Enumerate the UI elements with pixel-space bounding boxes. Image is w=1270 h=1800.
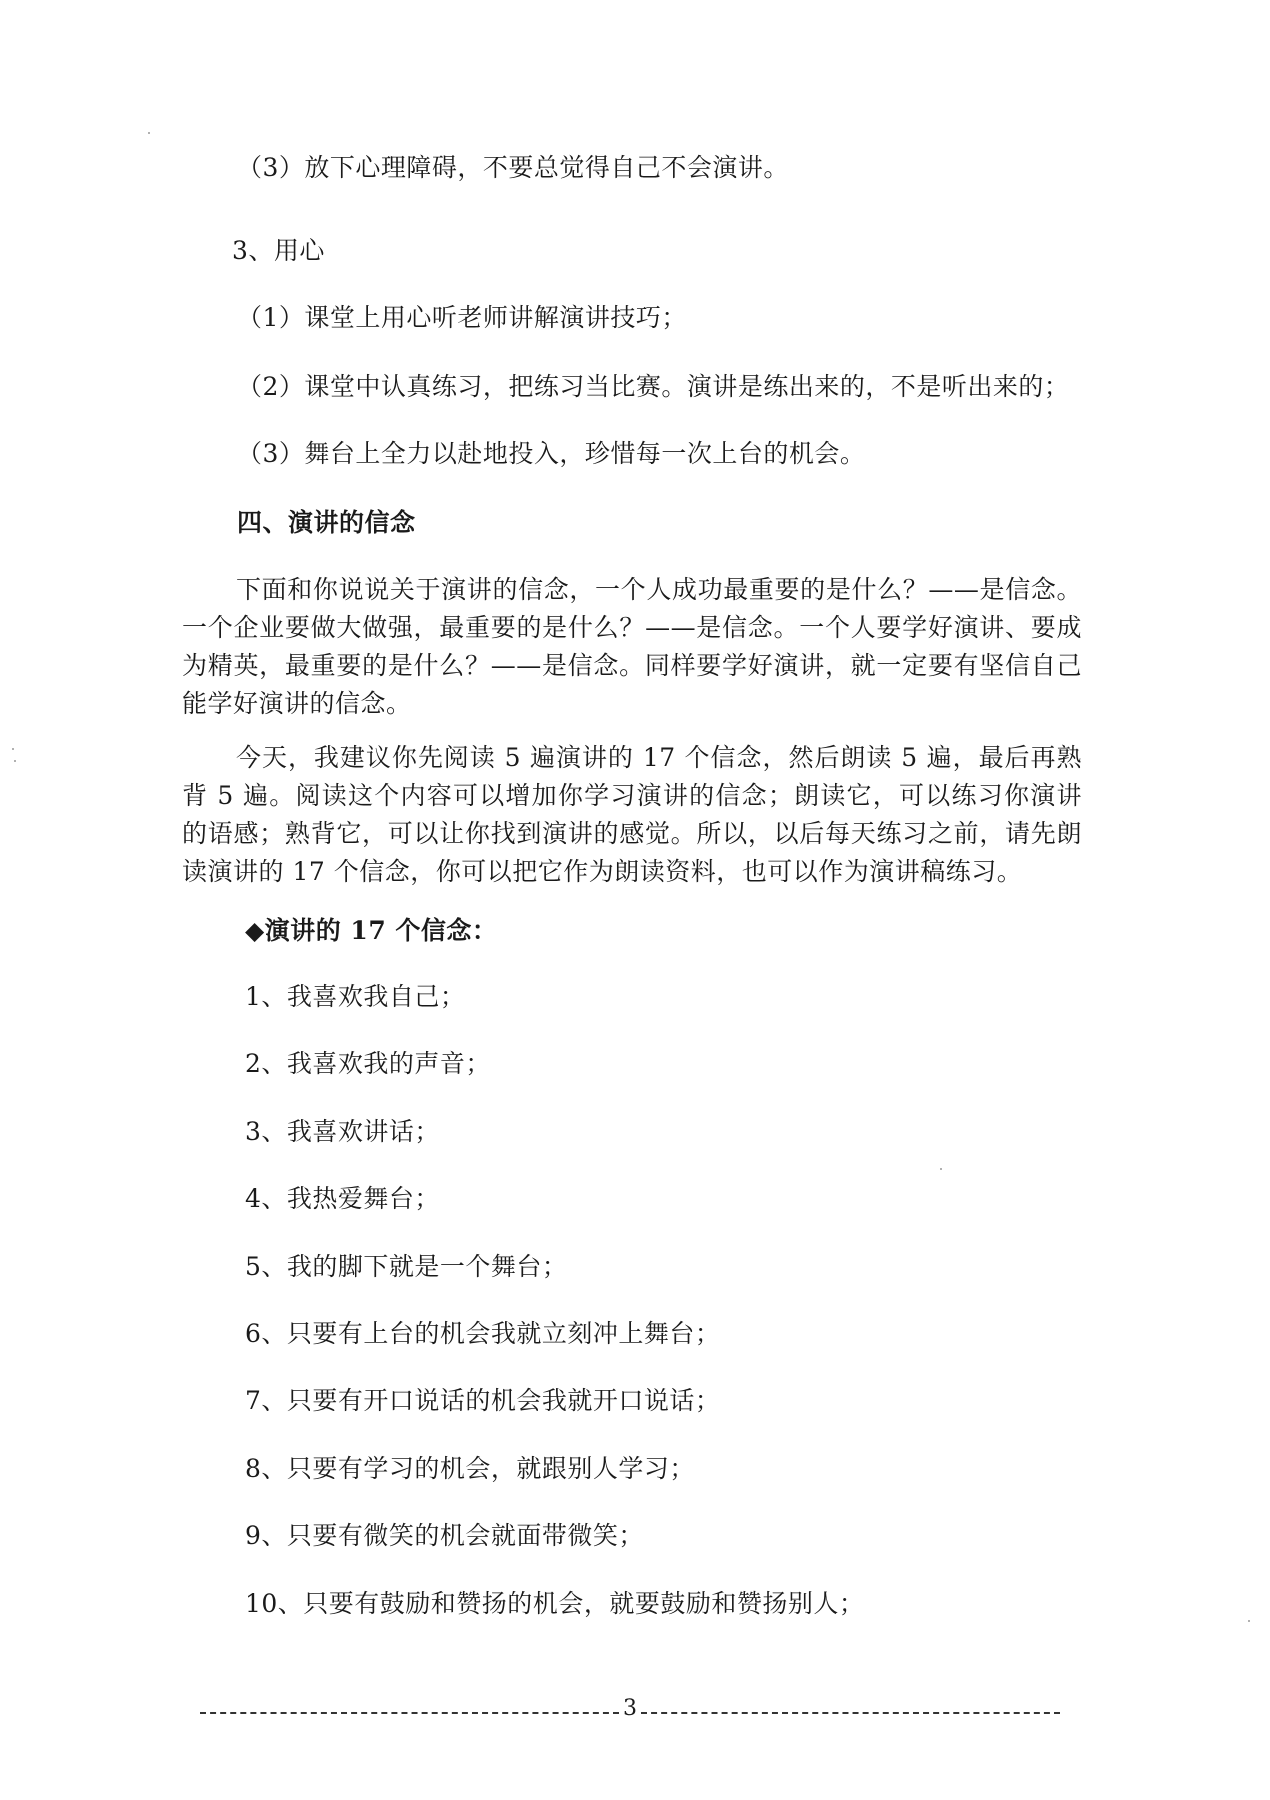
- scan-speck: [940, 1168, 942, 1170]
- list-item: （1）课堂上用心听老师讲解演讲技巧；: [237, 303, 687, 332]
- page-footer: [200, 1693, 1060, 1733]
- scan-speck: [12, 748, 14, 750]
- body-paragraph: 今天，我建议你先阅读 5 遍演讲的 17 个信念，然后朗读 5 遍，最后再熟背 5 遍。阅读这个内容可以增加你学习演讲的信念；朗读它，可以练习你演讲的语感；熟背它，可以让你找到演讲的感觉。所以，以后每天练习之前，请先朗读演讲的 17 个信念，你可以把它作为朗读资料，也可以作为演讲稿练习。: [182, 743, 1082, 886]
- section-heading: 四、演讲的信念: [237, 508, 416, 537]
- scan-speck: [14, 760, 16, 762]
- list-item: 5、我的脚下就是一个舞台；: [245, 1252, 568, 1281]
- list-item: 10、只要有鼓励和赞扬的机会，就要鼓励和赞扬别人；: [245, 1589, 865, 1618]
- section-heading: 3、用心: [232, 236, 325, 265]
- scan-speck: [1248, 1620, 1250, 1622]
- list-item: （2）课堂中认真练习，把练习当比赛。演讲是练出来的，不是听出来的；: [237, 372, 1070, 401]
- scan-speck: [148, 132, 150, 134]
- list-item: （3）舞台上全力以赴地投入，珍惜每一次上台的机会。: [237, 439, 866, 468]
- list-item: 3、我喜欢讲话；: [245, 1117, 440, 1146]
- list-item: 8、只要有学习的机会，就跟别人学习；: [245, 1454, 695, 1483]
- list-item: 7、只要有开口说话的机会我就开口说话；: [245, 1386, 721, 1415]
- list-item: 1、我喜欢我自己；: [245, 982, 466, 1011]
- list-item: 9、只要有微笑的机会就面带微笑；: [245, 1521, 644, 1550]
- footer-rule-left: [200, 1712, 619, 1714]
- page-number: 3: [623, 1696, 637, 1721]
- body-paragraph: 下面和你说说关于演讲的信念，一个人成功最重要的是什么？——是信念。一个企业要做大做强，最重要的是什么？——是信念。一个人要学好演讲、要成为精英，最重要的是什么？——是信念。同样要学好演讲，就一定要有坚信自己能学好演讲的信念。: [182, 575, 1082, 718]
- list-item: 6、只要有上台的机会我就立刻冲上舞台；: [245, 1319, 721, 1348]
- list-item: 4、我热爱舞台；: [245, 1184, 440, 1213]
- beliefs-heading: ◆演讲的 17 个信念：: [245, 916, 498, 945]
- list-item: 2、我喜欢我的声音；: [245, 1049, 491, 1078]
- footer-rule-right: [641, 1712, 1060, 1714]
- list-item: （3）放下心理障碍，不要总觉得自己不会演讲。: [237, 153, 789, 182]
